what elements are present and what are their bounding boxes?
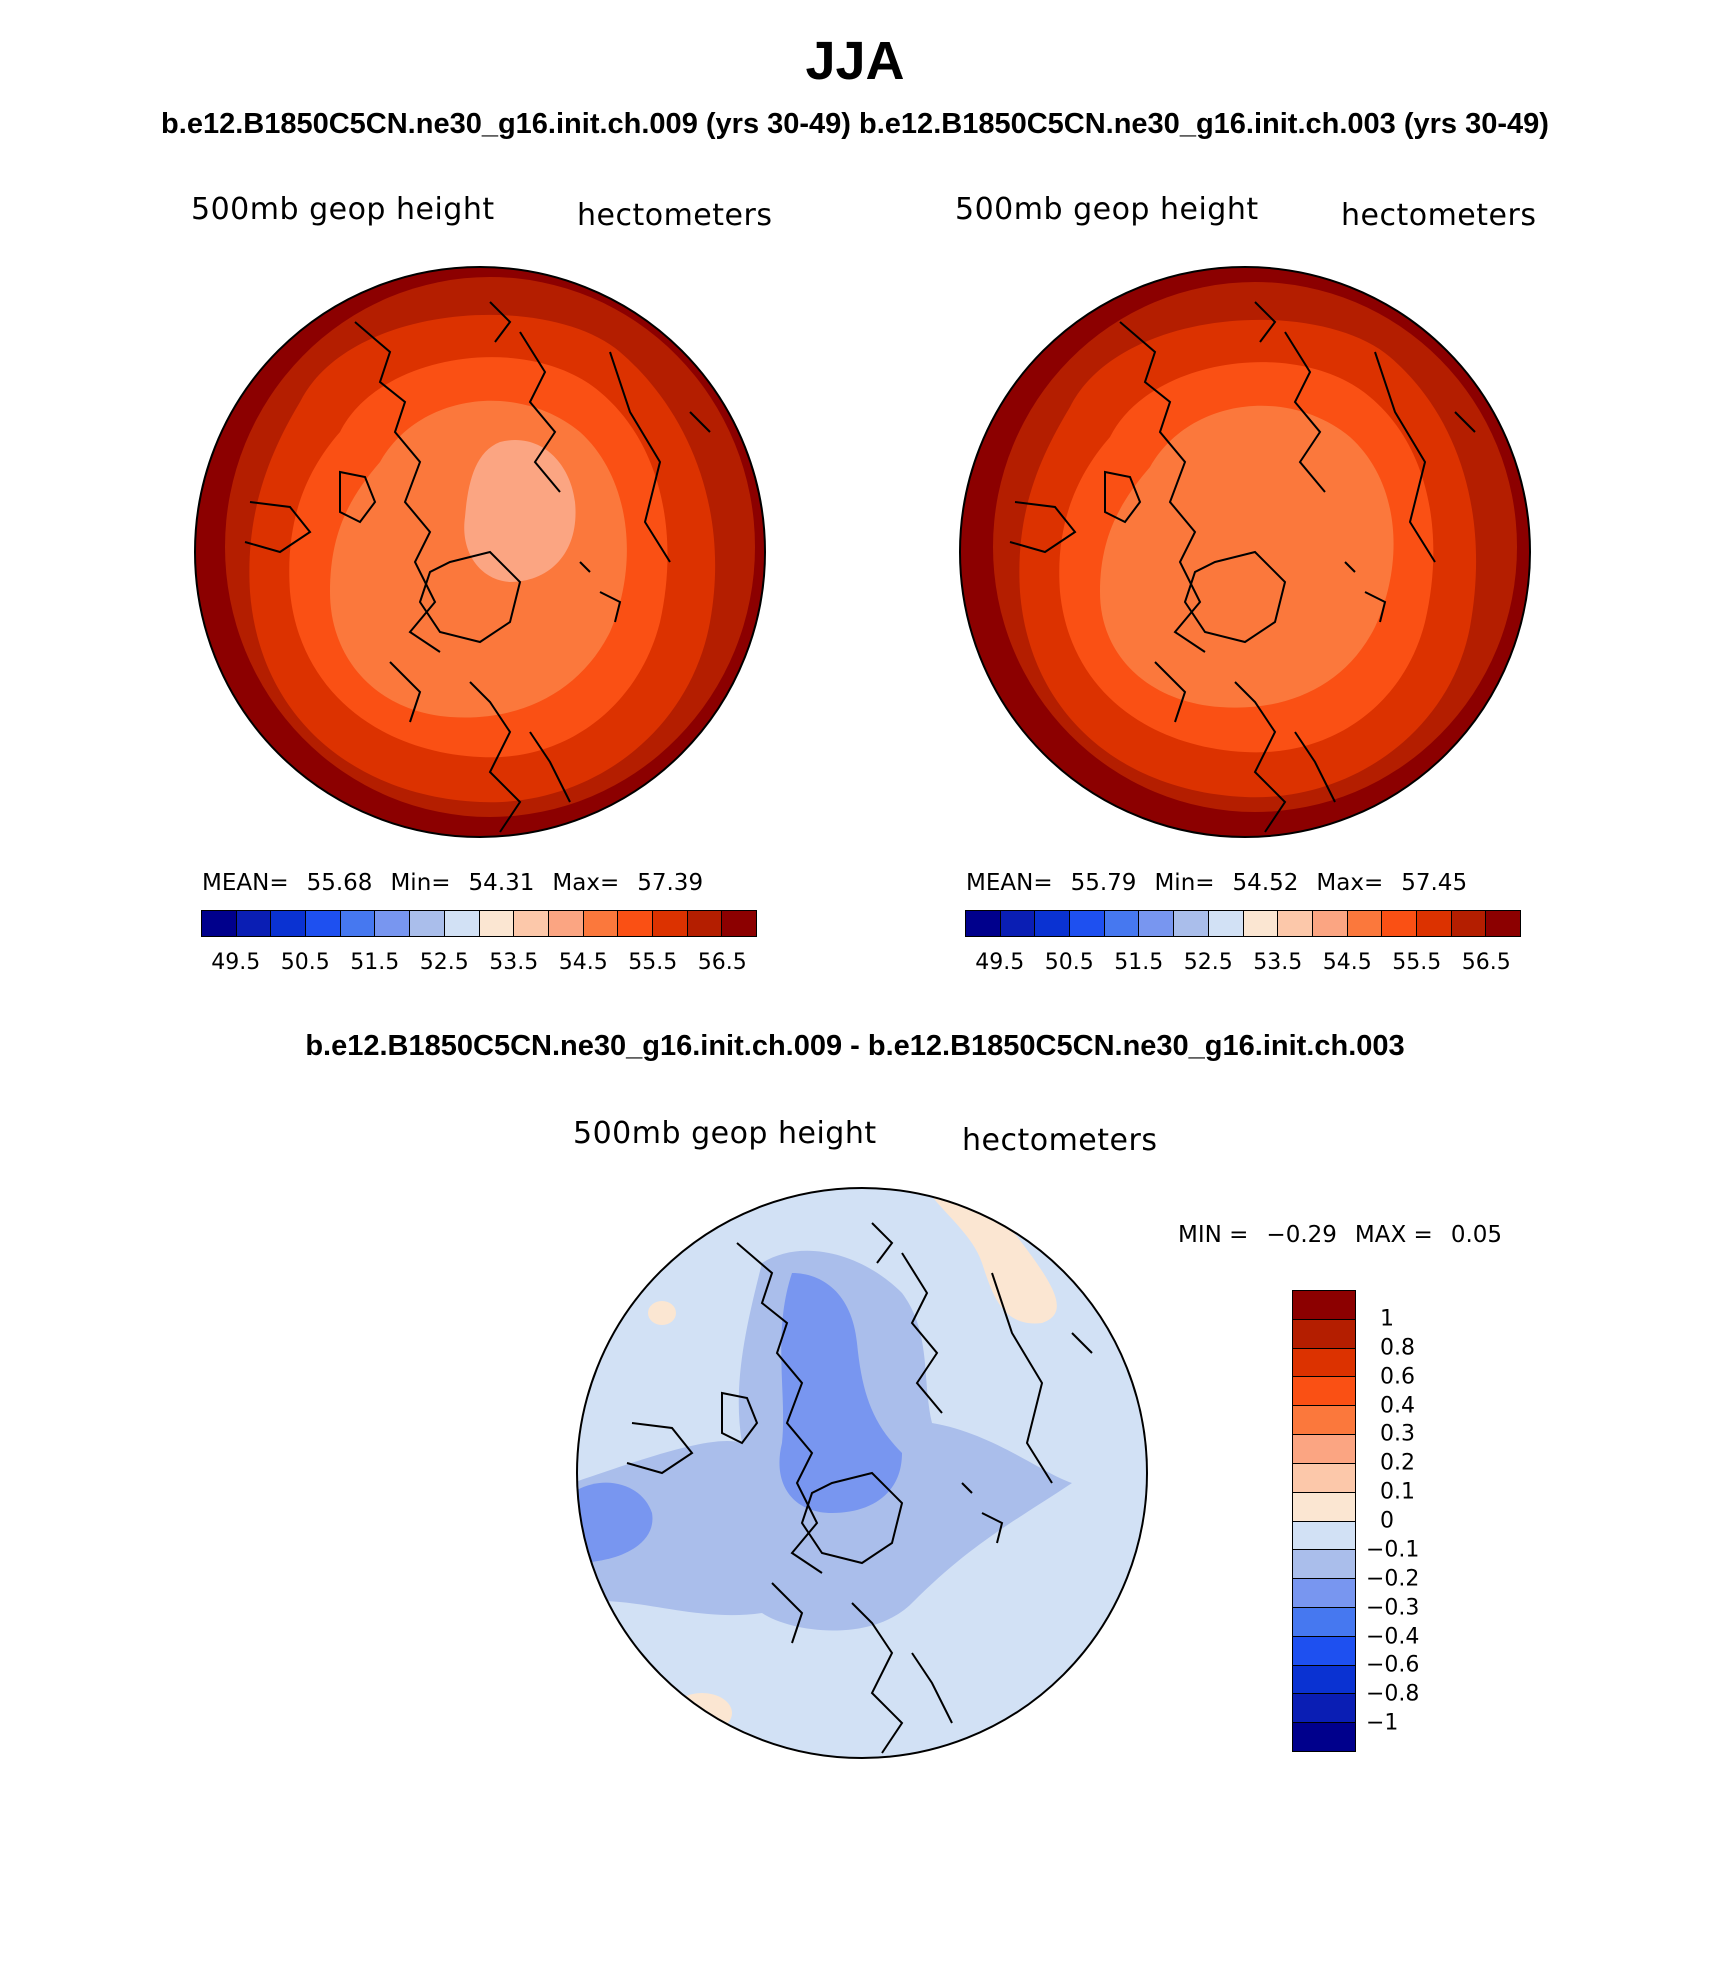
colorbar-swatch [966,911,1001,936]
colorbar-tick-label: 49.5 [975,950,1025,975]
colorbar-tick-label: 54.5 [1322,950,1372,975]
colorbar-tick-label: −0.2 [1366,1566,1420,1592]
case-2-subtitle: b.e12.B1850C5CN.ne30_g16.init.ch.003 (yrs 30-49) [859,108,1549,140]
colorbar-swatch [1070,911,1105,936]
colorbar-swatch [1417,911,1452,936]
panel2-colorbar [965,910,1521,937]
min-value: 54.52 [1232,870,1299,896]
max-value: 57.39 [637,870,704,896]
min-value: 54.31 [468,870,535,896]
max-label: Max= [1316,870,1384,896]
diff-units-label: hectometers [962,1123,1158,1158]
colorbar-tick-label: −0.4 [1366,1624,1420,1649]
colorbar-tick-label: −0.8 [1366,1681,1420,1707]
colorbar-swatch [1293,1666,1355,1695]
colorbar-tick-label: 53.5 [489,950,539,975]
panel1-field-label: 500mb geop height [191,192,495,227]
colorbar-swatch [549,911,584,936]
colorbar-swatch [1293,1493,1355,1522]
panel1-colorbar [201,910,757,937]
colorbar-swatch [1209,911,1244,936]
panel2-units-label: hectometers [1341,198,1537,233]
case-subtitles [0,108,1710,141]
colorbar-swatch [1293,1637,1355,1666]
min-label: Min= [390,870,451,896]
colorbar-swatch [722,911,756,936]
colorbar-tick-label: 56.5 [697,950,747,975]
colorbar-swatch [445,911,480,936]
colorbar-tick-label: 50.5 [280,950,330,975]
colorbar-swatch [375,911,410,936]
colorbar-swatch [1105,911,1140,936]
colorbar-tick-label: 0 [1380,1508,1394,1534]
colorbar-swatch [1293,1406,1355,1435]
min-label: MIN = [1178,1222,1249,1248]
colorbar-swatch [1278,911,1313,936]
colorbar-swatch [1452,911,1487,936]
colorbar-tick-label: 1 [1380,1306,1394,1332]
colorbar-swatch [1293,1320,1355,1349]
colorbar-tick-label: 0.3 [1380,1421,1415,1447]
colorbar-swatch [1293,1291,1355,1320]
colorbar-swatch [618,911,653,936]
colorbar-tick-label: 51.5 [350,950,400,975]
contour-fill-plus-0.1c [672,1693,732,1733]
colorbar-swatch [202,911,237,936]
colorbar-swatch [1139,911,1174,936]
colorbar-tick-label: 0.1 [1380,1479,1415,1505]
max-label: Max= [552,870,620,896]
colorbar-swatch [1293,1435,1355,1464]
difference-title: b.e12.B1850C5CN.ne30_g16.init.ch.009 - b.e12.B1850C5CN.ne30_g16.init.ch.003 [305,1030,1405,1062]
colorbar-swatch [584,911,619,936]
colorbar-tick-label: 51.5 [1114,950,1164,975]
colorbar-swatch [1348,911,1383,936]
diff-field-label: 500mb geop height [573,1116,877,1151]
min-label: Min= [1154,870,1215,896]
colorbar-tick-label: 0.6 [1380,1364,1415,1390]
colorbar-swatch [1293,1579,1355,1608]
colorbar-tick-label: −0.1 [1366,1537,1420,1563]
colorbar-swatch [237,911,272,936]
max-value: 0.05 [1450,1222,1503,1248]
diff-stats [1178,1222,1520,1248]
colorbar-tick-label: 54.5 [558,950,608,975]
colorbar-swatch [1001,911,1036,936]
case-1-subtitle: b.e12.B1850C5CN.ne30_g16.init.ch.009 (yrs 30-49) [161,108,851,140]
colorbar-tick-label: 55.5 [628,950,678,975]
panel2-polar-map [955,262,1535,842]
panel2-stats [966,870,1485,896]
min-value: −0.29 [1266,1222,1337,1248]
colorbar-tick-label: 52.5 [1183,950,1233,975]
mean-value: 55.68 [306,870,373,896]
mean-label: MEAN= [202,870,289,896]
max-value: 57.45 [1401,870,1468,896]
panel2-field-label: 500mb geop height [955,192,1259,227]
colorbar-tick-label: −1 [1366,1710,1399,1736]
colorbar-tick-label: 0.2 [1380,1450,1415,1476]
colorbar-tick-label: 53.5 [1253,950,1303,975]
colorbar-swatch [1293,1522,1355,1551]
max-label: MAX = [1354,1222,1433,1248]
colorbar-swatch [341,911,376,936]
colorbar-swatch [1486,911,1520,936]
colorbar-swatch [1293,1377,1355,1406]
panel1-stats [202,870,721,896]
colorbar-tick-label: 49.5 [211,950,261,975]
colorbar-swatch [653,911,688,936]
colorbar-swatch [480,911,515,936]
colorbar-tick-label: −0.3 [1366,1595,1420,1621]
colorbar-swatch [1293,1723,1355,1751]
colorbar-swatch [1035,911,1070,936]
colorbar-swatch [1382,911,1417,936]
colorbar-swatch [1293,1550,1355,1579]
colorbar-tick-label: 0.4 [1380,1393,1415,1418]
mean-label: MEAN= [966,870,1053,896]
colorbar-swatch [271,911,306,936]
panel1-units-label: hectometers [577,198,773,233]
figure-title: JJA [805,31,905,91]
colorbar-tick-label: 56.5 [1461,950,1511,975]
colorbar-tick-label: 52.5 [419,950,469,975]
colorbar-swatch [1244,911,1279,936]
diff-colorbar [1292,1290,1356,1752]
colorbar-swatch [1313,911,1348,936]
colorbar-swatch [1293,1349,1355,1378]
mean-value: 55.79 [1070,870,1137,896]
colorbar-swatch [688,911,723,936]
colorbar-swatch [1174,911,1209,936]
colorbar-tick-label: 55.5 [1392,950,1442,975]
colorbar-swatch [1293,1694,1355,1723]
panel1-polar-map [190,262,770,842]
colorbar-tick-label: 0.8 [1380,1335,1415,1361]
contour-fill-plus-0.1b [648,1301,676,1325]
colorbar-tick-label: 50.5 [1044,950,1094,975]
colorbar-swatch [514,911,549,936]
colorbar-swatch [306,911,341,936]
colorbar-tick-label: −0.6 [1366,1652,1420,1678]
colorbar-swatch [1293,1464,1355,1493]
colorbar-swatch [410,911,445,936]
difference-polar-map [572,1183,1152,1763]
colorbar-swatch [1293,1608,1355,1637]
